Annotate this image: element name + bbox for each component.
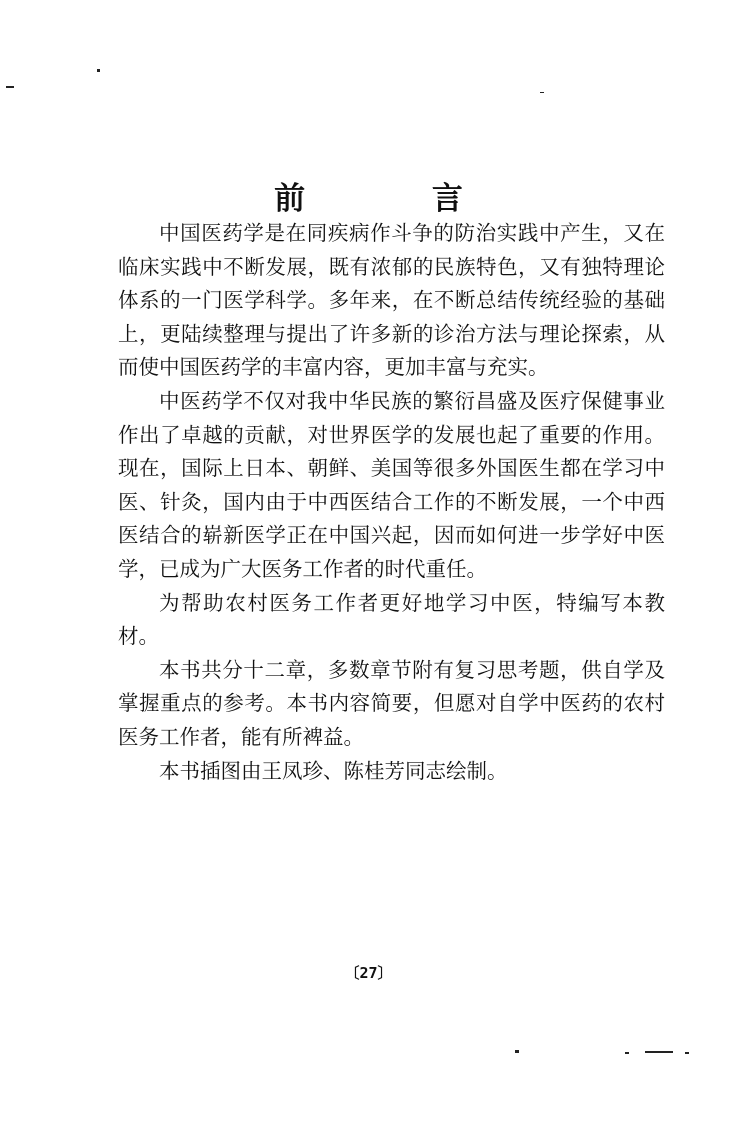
scan-speck xyxy=(685,1052,689,1054)
paragraph: 为帮助农村医务工作者更好地学习中医，特编写本教材。 xyxy=(118,590,665,649)
scan-speck xyxy=(97,69,100,72)
page-title: 前 言 xyxy=(274,180,521,217)
paragraph: 本书共分十二章，多数章节附有复习思考题，供自学及掌握重点的参考。本书内容简要，但愿对自学中医药的农村医务工作者，能有所裨益。 xyxy=(118,657,665,749)
paragraph: 本书插图由王凤珍、陈桂芳同志绘制。 xyxy=(159,758,508,783)
page-number: 〔27〕 xyxy=(344,964,393,982)
scan-speck xyxy=(645,1051,673,1053)
preface-body xyxy=(118,217,665,788)
paragraph: 中医药学不仅对我中华民族的繁衍昌盛及医疗保健事业作出了卓越的贡献，对世界医学的发展也起了重要的作用。现在，国际上日本、朝鲜、美国等很多外国医生都在学习中医、针灸，国内由于中西医结合工作的不断发展，一个中西医结合的崭新医学正在中国兴起，因而如何进一步学好中医学，已成为广大医务工作者的时代重任。 xyxy=(118,388,665,581)
paragraph: 中国医药学是在同疾病作斗争的防治实践中产生，又在临床实践中不断发展，既有浓郁的民族特色，又有独特理论体系的一门医学科学。多年来，在不断总结传统经验的基础上，更陆续整理与提出了许多新的诊治方法与理论探索，从而使中国医药学的丰富内容，更加丰富与充实。 xyxy=(118,221,665,380)
scan-speck xyxy=(6,86,14,88)
scan-speck xyxy=(515,1050,519,1053)
scan-speck xyxy=(540,92,544,93)
scan-speck xyxy=(625,1052,629,1054)
